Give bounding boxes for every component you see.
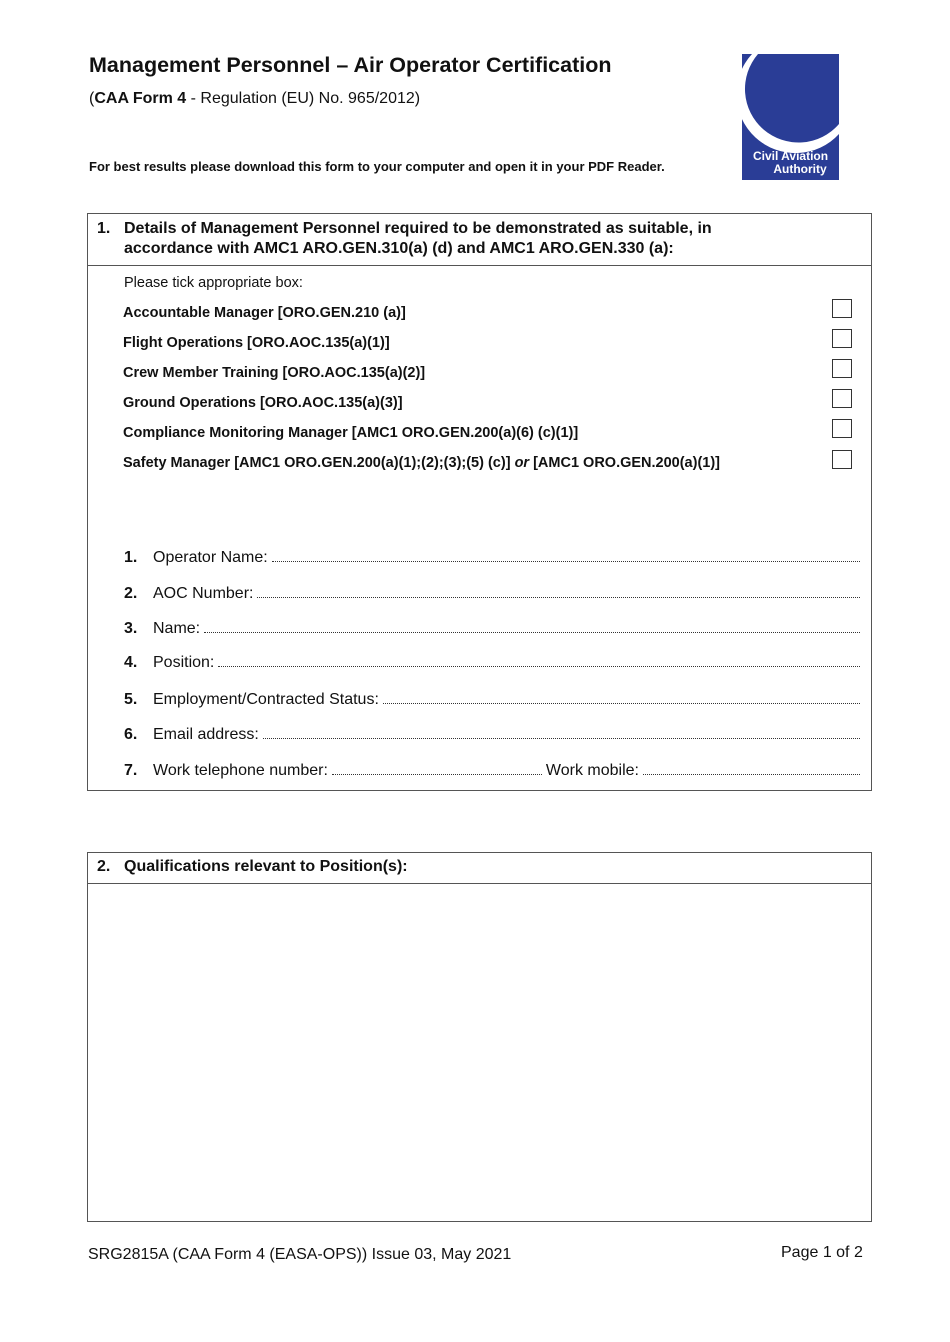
section2-header (88, 853, 871, 884)
checkbox-compliance-monitoring[interactable] (832, 419, 852, 438)
caa-logo (742, 54, 839, 180)
checkbox-crew-member-training[interactable] (832, 359, 852, 378)
operator-name-input[interactable] (272, 547, 860, 562)
section-qualifications (87, 852, 872, 1222)
section1-header (88, 214, 871, 266)
field-label: AOC Number: (153, 585, 254, 602)
field-number: 5. (124, 691, 138, 708)
section2-title: Qualifications relevant to Position(s): (124, 858, 408, 875)
checkbox-accountable-manager[interactable] (832, 299, 852, 318)
field-number: 1. (124, 549, 138, 566)
download-notice: For best results please download this form to your computer and open it in your PDF Reader. (89, 159, 665, 174)
name-input[interactable] (204, 618, 860, 633)
role-label-safety-manager (123, 455, 720, 471)
field-email (124, 724, 860, 746)
tick-instruction: Please tick appropriate box: (124, 275, 303, 291)
field-number: 7. (124, 762, 138, 779)
position-input[interactable] (218, 652, 860, 667)
form-number: CAA Form 4 (94, 90, 187, 107)
logo-text-line2: Authority (773, 162, 827, 176)
field-work-telephone (124, 760, 860, 782)
regulation-ref: - Regulation (EU) No. 965/2012) (186, 90, 421, 107)
form-title: Management Personnel – Air Operator Certification (89, 53, 612, 77)
field-label: Name: (153, 620, 201, 637)
field-number: 2. (124, 585, 138, 602)
qualifications-textarea[interactable] (88, 884, 871, 1221)
footer-reference: SRG2815A (CAA Form 4 (EASA-OPS)) Issue 03, May 2021 (88, 1246, 512, 1263)
field-label: Position: (153, 654, 215, 671)
safety-manager-text-end: [AMC1 ORO.GEN.200(a)(1)] (529, 455, 721, 471)
employment-status-input[interactable] (383, 689, 860, 704)
subtitle-open: ( (89, 90, 95, 107)
aoc-number-input[interactable] (257, 583, 860, 598)
field-aoc-number (124, 583, 860, 605)
field-employment-status (124, 689, 860, 711)
work-mobile-input[interactable] (643, 760, 860, 775)
role-label-crew-member-training: Crew Member Training [ORO.AOC.135(a)(2)] (123, 365, 426, 381)
field-number: 3. (124, 620, 138, 637)
page-number: Page 1 of 2 (781, 1244, 863, 1261)
field-number: 4. (124, 654, 138, 671)
checkbox-ground-operations[interactable] (832, 389, 852, 408)
field-label: Email address: (153, 726, 259, 743)
section1-title-line1: Details of Management Personnel required to be demonstrated as suitable, in (124, 220, 712, 237)
role-label-ground-operations: Ground Operations [ORO.AOC.135(a)(3)] (123, 395, 403, 411)
role-label-flight-operations: Flight Operations [ORO.AOC.135(a)(1)] (123, 335, 390, 351)
section2-number: 2. (97, 858, 111, 875)
field-label: Work telephone number: (153, 762, 328, 779)
role-label-compliance-monitoring: Compliance Monitoring Manager [AMC1 ORO.GEN.200(a)(6) (c)(1)] (123, 425, 579, 441)
form-subtitle (89, 90, 420, 108)
field-position (124, 652, 860, 674)
checkbox-safety-manager[interactable] (832, 450, 852, 469)
logo-text-line1: Civil Aviation (752, 149, 829, 163)
safety-manager-or: or (514, 455, 530, 471)
work-telephone-input[interactable] (332, 760, 542, 775)
field-label: Employment/Contracted Status: (153, 691, 379, 708)
role-label-accountable-manager: Accountable Manager [ORO.GEN.210 (a)] (123, 305, 406, 321)
field-name (124, 618, 860, 640)
field-operator-name (124, 547, 860, 569)
work-mobile-label: Work mobile: (545, 762, 639, 779)
section1-title-line2: accordance with AMC1 ARO.GEN.310(a) (d) and AMC1 ARO.GEN.330 (a): (124, 240, 674, 257)
section1-number: 1. (97, 220, 111, 237)
field-label: Operator Name: (153, 549, 268, 566)
safety-manager-text: Safety Manager [AMC1 ORO.GEN.200(a)(1);(2);(3);(5) (c)] (123, 455, 515, 471)
email-input[interactable] (263, 724, 860, 739)
field-number: 6. (124, 726, 138, 743)
checkbox-flight-operations[interactable] (832, 329, 852, 348)
